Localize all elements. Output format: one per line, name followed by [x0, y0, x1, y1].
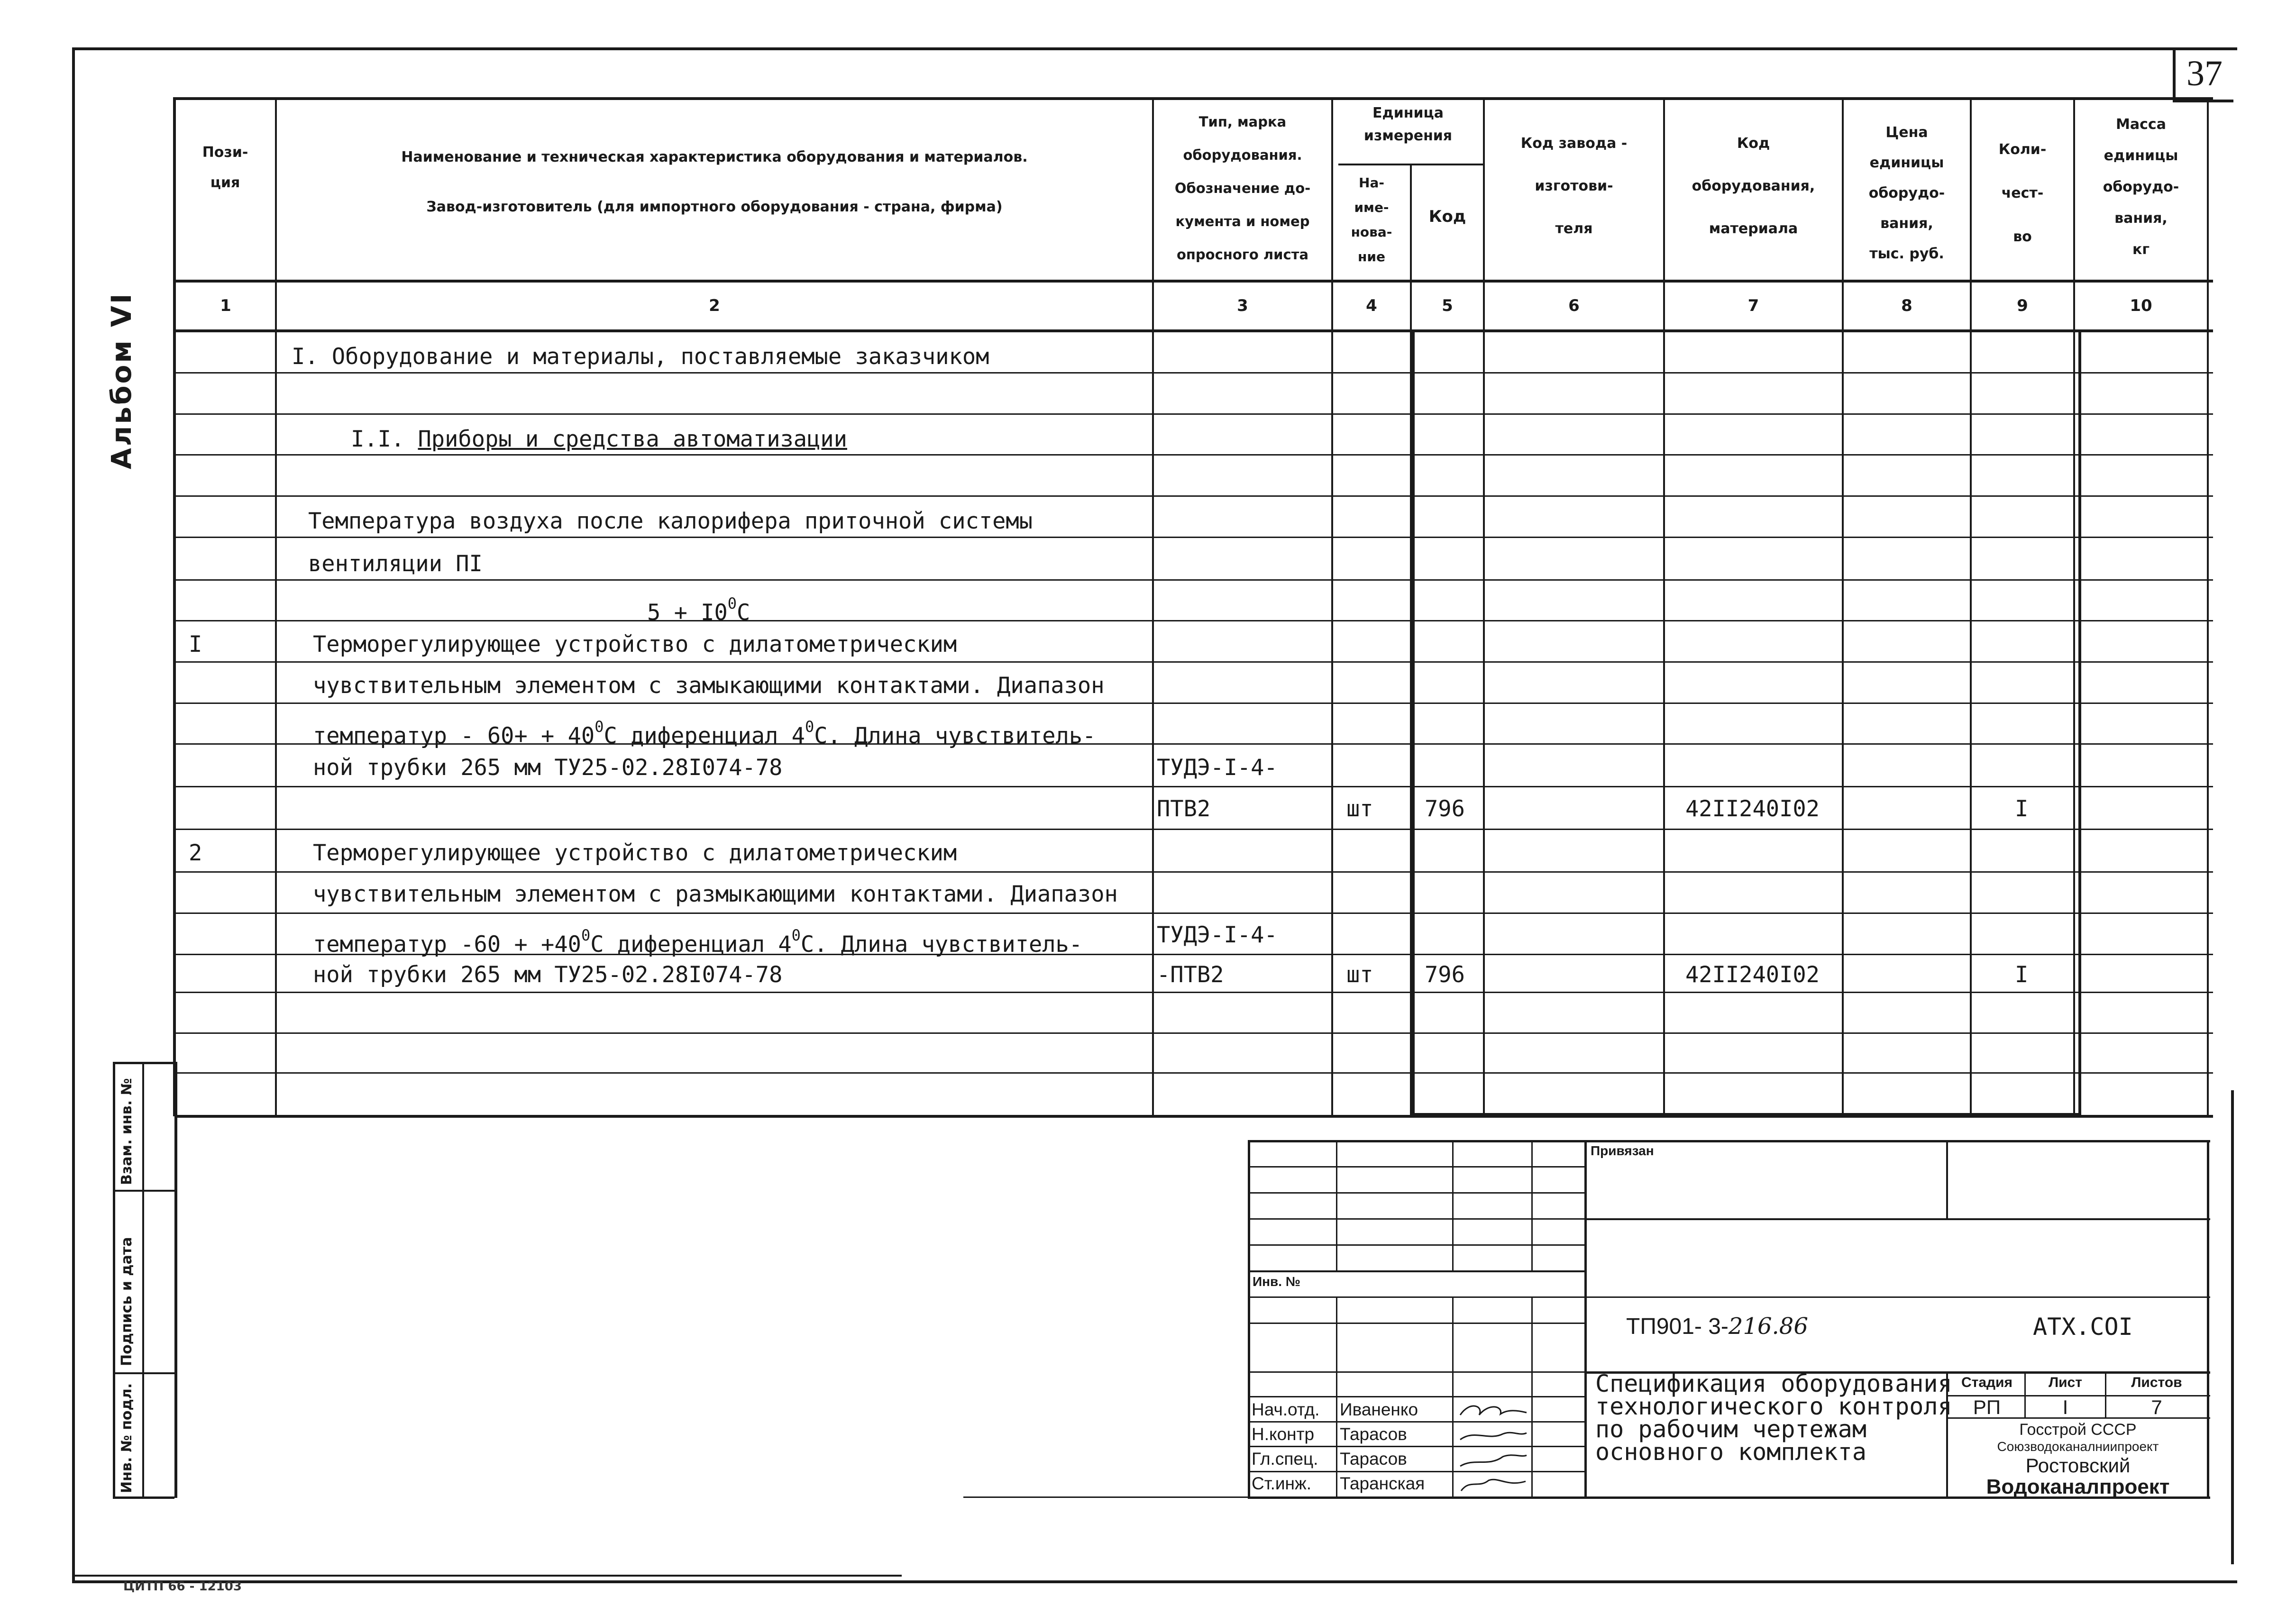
- item2-quantity: I: [2015, 962, 2029, 988]
- item2-unit: шт: [1346, 962, 1373, 988]
- header-type: Тип, марка оборудования. Обозначение до- кумента и номер опросного листа: [1174, 114, 1311, 263]
- header-price: Цена единицы оборудо- вания, тыс. руб.: [1868, 124, 1945, 262]
- item1-description-line4: ной трубки 265 мм ТУ25-02.28I074-78: [313, 755, 783, 781]
- tb-staff-role: Гл.спец.: [1252, 1449, 1318, 1469]
- header-quantity: Коли- чест- во: [1998, 141, 2047, 245]
- tb-title: Спецификация оборудования технологического контроля по рабочим чертежам основного комплекта: [1595, 1370, 1952, 1466]
- item2-type-line1: ТУДЭ-I-4-: [1157, 922, 1278, 948]
- item2-equipment-code: 42II240I02: [1685, 962, 1820, 988]
- item2-description-line2: чувствительным элементом с размыкающими контактами. Диапазон: [313, 881, 1118, 907]
- stamp-vzam-inv: Взам. инв. №: [119, 1078, 135, 1185]
- item1-description-line2: чувствительным элементом с замыкающими контактами. Диапазон: [313, 673, 1105, 699]
- header-unit-name: На- име- нова- ние: [1351, 175, 1392, 265]
- tb-privyazan: Привязан: [1591, 1143, 1654, 1158]
- header-name-line1: Наименование и техническая характеристика оборудования и материалов.: [401, 149, 1028, 165]
- tb-stage-label: Стадия: [1961, 1375, 2013, 1390]
- header-unit-code: Код: [1428, 207, 1466, 226]
- column-number: 10: [2130, 296, 2152, 315]
- item2-position: 2: [189, 840, 202, 866]
- column-number: 8: [1901, 296, 1912, 315]
- temperature-line-2: вентиляции ПI: [308, 551, 483, 577]
- frame-right-edge: [2231, 1090, 2234, 1564]
- tb-stage: РП: [1973, 1396, 2001, 1418]
- subsection-title: I.I. Приборы и средства автоматизации: [351, 426, 847, 452]
- column-number: 2: [709, 296, 720, 315]
- item1-unit: шт: [1346, 796, 1373, 822]
- stamp-inv-no-podl: Инв. № подл.: [119, 1383, 135, 1493]
- item2-description-line1: Терморегулирующее устройство с дилатометрическим: [313, 840, 957, 866]
- column-number: 4: [1366, 296, 1377, 315]
- tb-staff-role: Н.контр: [1252, 1424, 1315, 1444]
- item1-description-line1: Терморегулирующее устройство с дилатометрическим: [313, 631, 957, 657]
- tb-organization: Госстрой СССР Союзводоканалниипроект Ростовский Водоканалпроект: [1986, 1421, 2170, 1498]
- item1-equipment-code: 42II240I02: [1685, 796, 1820, 822]
- temperature-range: $5 + I0^0С$: [647, 594, 750, 626]
- item1-type-line1: ТУДЭ-I-4-: [1157, 755, 1278, 781]
- header-name-line2: Завод-изготовитель (для импортного оборудования - страна, фирма): [426, 199, 1003, 215]
- stamp-signature-date: Подпись и дата: [119, 1237, 135, 1366]
- tb-sheet: I: [2062, 1396, 2068, 1418]
- header-unit-group: Единица измерения: [1363, 105, 1453, 144]
- tb-staff-name: Таранская: [1340, 1474, 1425, 1493]
- column-number: 3: [1237, 296, 1248, 315]
- item1-unit-code: 796: [1425, 796, 1465, 822]
- tb-staff-name: Тарасов: [1340, 1424, 1407, 1444]
- column-number: 7: [1747, 296, 1759, 315]
- header-factory-code: Код завода - изготови- теля: [1520, 135, 1628, 237]
- temperature-line-1: Температура воздуха после калорифера приточной системы: [308, 508, 1033, 534]
- header-position: Пози- ция: [202, 144, 248, 191]
- column-number: 5: [1442, 296, 1453, 315]
- tb-sheets: 7: [2151, 1396, 2162, 1418]
- tb-doc-mark: АТХ.СОI: [2033, 1313, 2133, 1341]
- column-number: 1: [220, 296, 231, 315]
- column-number: 9: [2017, 296, 2028, 315]
- bottom-rule: [72, 1575, 902, 1577]
- tb-staff-role: Нач.отд.: [1252, 1400, 1320, 1419]
- bottom-print-code: ЦИТП 66 - 12103: [123, 1579, 242, 1594]
- tb-staff-name: Тарасов: [1340, 1449, 1407, 1469]
- tb-staff-name: Иваненко: [1340, 1400, 1418, 1419]
- item1-quantity: I: [2015, 796, 2029, 822]
- tb-doc-code: ТП901- 3-216.86: [1626, 1313, 1808, 1340]
- tb-staff-role: Ст.инж.: [1252, 1474, 1311, 1493]
- tb-sheets-label: Листов: [2131, 1375, 2182, 1390]
- header-mass: Масса единицы оборудо- вания, кг: [2103, 116, 2179, 258]
- column-number: 6: [1568, 296, 1580, 315]
- item2-type-line2: -ПТВ2: [1157, 962, 1224, 988]
- section-title: I. Оборудование и материалы, поставляемые заказчиком: [292, 344, 989, 370]
- tb-sheet-label: Лист: [2049, 1375, 2082, 1390]
- drawing-frame: [72, 47, 2237, 1583]
- item1-type-line2: ПТВ2: [1157, 796, 1211, 822]
- item1-position: I: [189, 631, 202, 657]
- signature-marks: [1455, 1396, 1531, 1496]
- header-equipment-code: Код оборудования, материала: [1692, 135, 1815, 237]
- item2-description-line4: ной трубки 265 мм ТУ25-02.28I074-78: [313, 962, 783, 988]
- sheet-number: 37: [2173, 47, 2233, 102]
- item2-description-line3: температур $-60 + +40^0С$ диференциал $4^0С$. Длина чувствитель-: [313, 926, 1083, 958]
- tb-inv-no: Инв. №: [1253, 1274, 1301, 1289]
- item2-unit-code: 796: [1425, 962, 1465, 988]
- item1-description-line3: температур - $60+ + 40^0С$ диференциал $4^0С$. Длина чувствитель-: [313, 718, 1096, 749]
- album-label: Альбом VI: [105, 292, 137, 469]
